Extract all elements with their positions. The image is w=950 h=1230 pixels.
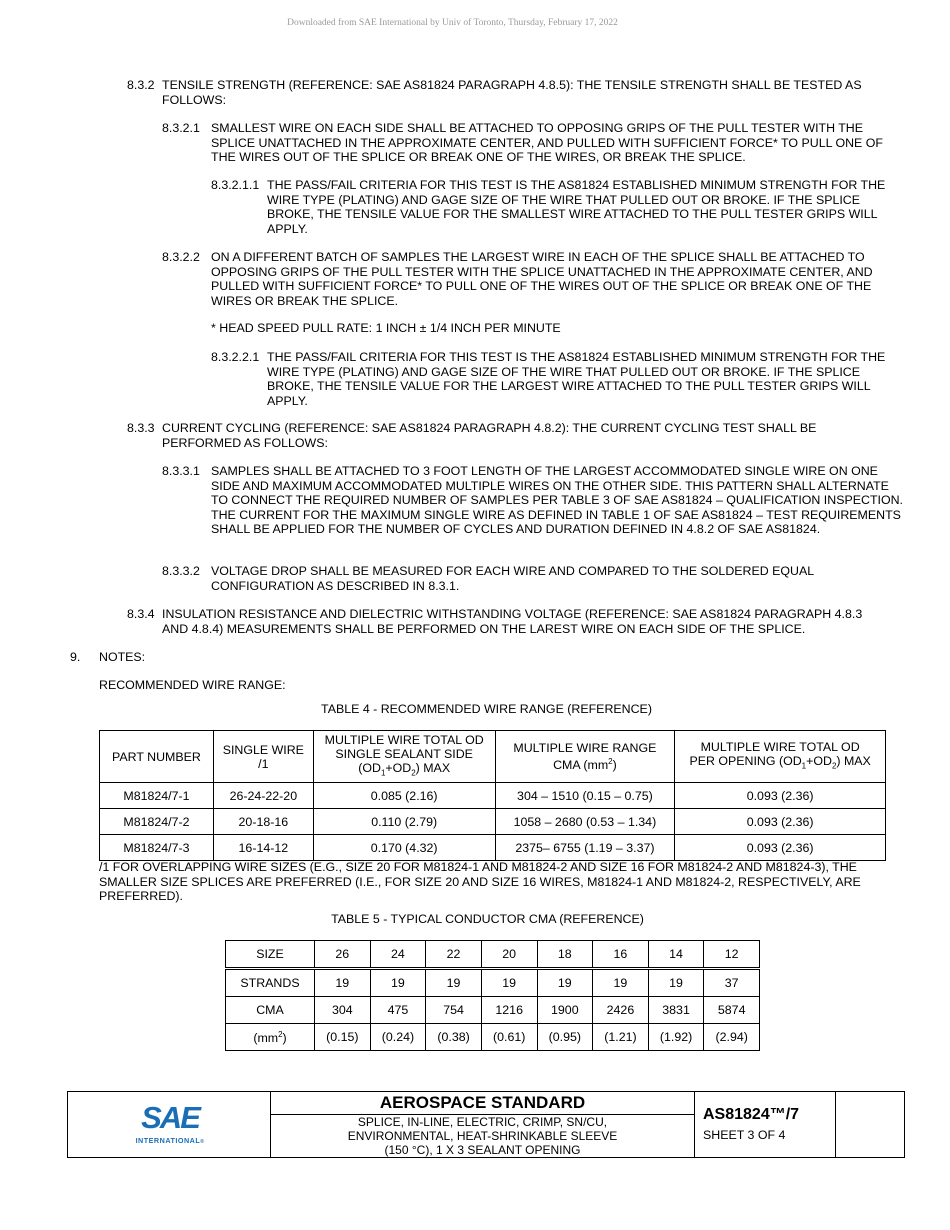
section-8-3-2-2 bbox=[162, 250, 884, 310]
sheet-number: SHEET 3 OF 4 bbox=[703, 1128, 786, 1142]
cell-mm: (0.38) bbox=[426, 1024, 482, 1051]
table4-footnote: /1 FOR OVERLAPPING WIRE SIZES (E.G., SIZE 20 FOR M81824-1 AND M81824-2 AND SIZE 16 FOR M81824-2 AND M81824-3), THE SMALLER SIZE SPLICES ARE PREFERRED (I.E., FOR SIZE 20 AND SIZE 16 WIRES, M81824-1 AND M81824-2, RESPECTIVELY, ARE PREFERRED). bbox=[99, 860, 861, 904]
cell-strands: 19 bbox=[537, 969, 593, 997]
section-text: THE PASS/FAIL CRITERIA FOR THIS TEST IS THE AS81824 ESTABLISHED MINIMUM STRENGTH FOR THE WIRE TYPE (PLATING) AND GAGE SIZE OF THE WIRE THAT PULLED OUT OR BROKE. IF THE SPLICE BROKE, THE TENSILE VALUE FOR THE LARGEST WIRE ATTACHED TO THE PULL TESTER GRIPS WILL APPLY. bbox=[267, 350, 886, 408]
section-text: NOTES: bbox=[99, 650, 146, 664]
section-text: ON A DIFFERENT BATCH OF SAMPLES THE LARGEST WIRE IN EACH OF THE SPLICE SHALL BE ATTACHED TO OPPOSING GRIPS OF THE PULL TESTER WITH THE SPLICE UNATTACHED IN THE APPROXIMATE CENTER, AND PULLED WITH SUFFICIENT FORCE* TO PULL ONE OF THE WIRES OUT OF THE SPLICE OR BREAK ONE OF THE WIRES OR BREAK THE SPLICE. bbox=[211, 250, 873, 308]
section-text: CURRENT CYCLING (REFERENCE: SAE AS81824 PARAGRAPH 4.8.2): THE CURRENT CYCLING TEST SHALL BE PERFORMED AS FOLLOWS: bbox=[162, 421, 817, 450]
section-number: 8.3.2 bbox=[127, 78, 155, 92]
table-row bbox=[100, 783, 886, 809]
row-label-mm: $(mm^2)$ bbox=[226, 1024, 315, 1051]
section-number: 8.3.3.2 bbox=[162, 564, 200, 578]
section-8-3-2-1-1 bbox=[211, 178, 895, 238]
cell-size: 24 bbox=[370, 941, 426, 969]
table4-recommended-wire-range bbox=[99, 730, 886, 861]
header-single-wire: SINGLE WIRE /1 bbox=[213, 731, 313, 783]
section-8-3-3-2 bbox=[162, 564, 830, 594]
section-number: 8.3.2.2.1 bbox=[211, 350, 260, 364]
footer-blank-cell bbox=[836, 1092, 906, 1157]
footer-logo-cell bbox=[68, 1092, 271, 1157]
section-text: VOLTAGE DROP SHALL BE MEASURED FOR EACH WIRE AND COMPARED TO THE SOLDERED EQUAL CONFIGURATION AS DESCRIBED IN 8.3.1. bbox=[211, 564, 814, 593]
table5-cma-row bbox=[226, 997, 760, 1024]
section-text: THE PASS/FAIL CRITERIA FOR THIS TEST IS THE AS81824 ESTABLISHED MINIMUM STRENGTH FOR THE WIRE TYPE (PLATING) AND GAGE SIZE OF THE WIRE THAT PULLED OUT OR BROKE. IF THE SPLICE BROKE, THE TENSILE VALUE FOR THE SMALLEST WIRE ATTACHED TO THE PULL TESTER GRIPS WILL APPLY. bbox=[267, 178, 886, 236]
cell-cma: 475 bbox=[370, 997, 426, 1024]
table5-strands-row bbox=[226, 969, 760, 997]
single-wire-footnote-ref: /1 bbox=[258, 756, 269, 771]
table-row bbox=[100, 835, 886, 861]
section-text: INSULATION RESISTANCE AND DIELECTRIC WITHSTANDING VOLTAGE (REFERENCE: SAE AS81824 PARAGRAPH 4.8.3 AND 4.8.4) MEASUREMENTS SHALL BE PERFORMED ON THE LAREST WIRE ON EACH SIDE OF THE SPLICE. bbox=[162, 607, 863, 636]
cell-mm: (1.21) bbox=[593, 1024, 649, 1051]
document-id: AS81824™/7 bbox=[703, 1106, 800, 1123]
row-label-size: SIZE bbox=[226, 941, 315, 969]
cell-size: 16 bbox=[593, 941, 649, 969]
row-label-strands: STRANDS bbox=[226, 969, 315, 997]
cell-size: 12 bbox=[704, 941, 760, 969]
cell-single-wire: 26-24-22-20 bbox=[213, 783, 313, 809]
cell-single-wire: 16-14-12 bbox=[213, 835, 313, 861]
cell-size: 26 bbox=[315, 941, 371, 969]
section-number: 8.3.2.1.1 bbox=[211, 178, 260, 192]
standard-description: SPLICE, IN-LINE, ELECTRIC, CRIMP, SN/CU, ENVIRONMENTAL, HEAT-SHRINKABLE SLEEVE (150 °C), 1 X 3 SEALANT OPENING bbox=[347, 1115, 618, 1157]
cell-cma: 3831 bbox=[648, 997, 704, 1024]
cell-strands: 19 bbox=[593, 969, 649, 997]
cell-single-wire: 20-18-16 bbox=[213, 809, 313, 835]
cell-strands: 19 bbox=[426, 969, 482, 997]
cell-strands: 19 bbox=[481, 969, 537, 997]
footer-docid-cell bbox=[695, 1092, 836, 1157]
section-number: 8.3.2.2 bbox=[162, 250, 200, 264]
cell-per-opening: 0.093 (2.36) bbox=[675, 835, 886, 861]
cell-cma: 1900 bbox=[537, 997, 593, 1024]
section-number: 8.3.2.1 bbox=[162, 121, 200, 135]
cell-strands: 19 bbox=[648, 969, 704, 997]
cell-cma: 2375– 6755 (1.19 – 3.37) bbox=[495, 835, 675, 861]
cell-size: 18 bbox=[537, 941, 593, 969]
cell-cma: 304 – 1510 (0.15 – 0.75) bbox=[495, 783, 675, 809]
cell-mm: (0.15) bbox=[315, 1024, 371, 1051]
section-number: 8.3.3.1 bbox=[162, 464, 200, 478]
cell-mm: (0.95) bbox=[537, 1024, 593, 1051]
wire-range-heading: RECOMMENDED WIRE RANGE: bbox=[99, 678, 286, 692]
head-speed-note: * HEAD SPEED PULL RATE: 1 INCH ± 1/4 INCH PER MINUTE bbox=[211, 321, 561, 335]
table4-header-row bbox=[100, 731, 886, 783]
cell-per-opening: 0.093 (2.36) bbox=[675, 809, 886, 835]
cell-cma: 1216 bbox=[481, 997, 537, 1024]
cell-od: 0.170 (4.32) bbox=[313, 835, 495, 861]
header-multi-od-per-opening: MULTIPLE WIRE TOTAL OD PER OPENING $(OD_1+OD_2)$ MAX bbox=[675, 731, 886, 783]
section-number: 9. bbox=[70, 650, 81, 664]
section-8-3-2 bbox=[127, 78, 885, 108]
cell-cma: 5874 bbox=[704, 997, 760, 1024]
section-text: SAMPLES SHALL BE ATTACHED TO 3 FOOT LENGTH OF THE LARGEST ACCOMMODATED SINGLE WIRE ON ONE SIDE AND MAXIMUM ACCOMMODATED MULTIPLE WIRES ON THE OTHER SIDE. THIS PATTERN SHALL ALTERNATE TO CONNECT THE REQUIRED NUMBER OF SAMPLES PER TABLE 3 OF SAE AS81824 – QUALIFICATION INSPECTION. THE CURRENT FOR THE MAXIMUM SINGLE WIRE AS DEFINED IN TABLE 1 OF SAE AS81824 – TEST REQUIREMENTS SHALL BE APPLIED FOR THE NUMBER OF CYCLES AND DURATION DEFINED IN 4.8.2 OF SAE AS81824. bbox=[211, 464, 903, 537]
cell-cma: 2426 bbox=[593, 997, 649, 1024]
header-multi-od-single-side: MULTIPLE WIRE TOTAL OD SINGLE SEALANT SIDE $(OD_1+OD_2)$ MAX bbox=[313, 731, 495, 783]
section-number: 8.3.4 bbox=[127, 607, 155, 621]
section-8-3-3-1 bbox=[162, 464, 906, 554]
table4-caption: TABLE 4 - RECOMMENDED WIRE RANGE (REFERENCE) bbox=[321, 702, 652, 716]
cell-per-opening: 0.093 (2.36) bbox=[675, 783, 886, 809]
standard-title: AEROSPACE STANDARD bbox=[271, 1092, 694, 1115]
cell-cma: 1058 – 2680 (0.53 – 1.34) bbox=[495, 809, 675, 835]
section-text: TENSILE STRENGTH (REFERENCE: SAE AS81824 PARAGRAPH 4.8.5): THE TENSILE STRENGTH SHALL BE TESTED AS FOLLOWS: bbox=[162, 78, 862, 107]
cell-od: 0.085 (2.16) bbox=[313, 783, 495, 809]
cell-cma: 304 bbox=[315, 997, 371, 1024]
row-label-cma: CMA bbox=[226, 997, 315, 1024]
section-number: 8.3.3 bbox=[127, 421, 155, 435]
header-part-number: PART NUMBER bbox=[100, 731, 214, 783]
cell-strands: 37 bbox=[704, 969, 760, 997]
section-8-3-3 bbox=[127, 421, 837, 451]
cell-size: 20 bbox=[481, 941, 537, 969]
section-8-3-2-1 bbox=[162, 121, 892, 166]
cell-strands: 19 bbox=[315, 969, 371, 997]
table5-caption: TABLE 5 - TYPICAL CONDUCTOR CMA (REFERENCE) bbox=[331, 912, 644, 926]
footer-title-cell bbox=[271, 1092, 695, 1157]
table5-size-row bbox=[226, 941, 760, 969]
cell-size: 14 bbox=[648, 941, 704, 969]
cell-mm: (0.61) bbox=[481, 1024, 537, 1051]
table5-typical-conductor-cma bbox=[225, 940, 760, 1051]
section-8-3-2-2-1 bbox=[211, 350, 895, 410]
cell-mm: (2.94) bbox=[704, 1024, 760, 1051]
cell-size: 22 bbox=[426, 941, 482, 969]
cell-strands: 19 bbox=[370, 969, 426, 997]
section-9 bbox=[70, 650, 270, 666]
download-watermark: Downloaded from SAE International by Univ of Toronto, Thursday, February 17, 2022 bbox=[287, 18, 618, 28]
cell-cma: 754 bbox=[426, 997, 482, 1024]
cell-mm: (1.92) bbox=[648, 1024, 704, 1051]
section-8-3-4 bbox=[127, 607, 887, 637]
cell-mm: (0.24) bbox=[370, 1024, 426, 1051]
table5-mm-row bbox=[226, 1024, 760, 1051]
cell-od: 0.110 (2.79) bbox=[313, 809, 495, 835]
section-text: SMALLEST WIRE ON EACH SIDE SHALL BE ATTACHED TO OPPOSING GRIPS OF THE PULL TESTER WITH THE SPLICE UNATTACHED IN THE APPROXIMATE CENTER, AND PULLED WITH SUFFICIENT FORCE* TO PULL ONE OF THE WIRES OUT OF THE SPLICE OR BREAK ONE OF THE WIRES, OR BREAK THE SPLICE. bbox=[211, 121, 883, 165]
cell-part-number: M81824/7-2 bbox=[100, 809, 214, 835]
header-multi-wire-range-cma: MULTIPLE WIRE RANGE CMA $(mm^2)$ bbox=[495, 731, 675, 783]
document-footer bbox=[67, 1091, 905, 1158]
sae-logo: SAE INTERNATIONAL® bbox=[135, 1100, 205, 1145]
table-row bbox=[100, 809, 886, 835]
cell-part-number: M81824/7-3 bbox=[100, 835, 214, 861]
cell-part-number: M81824/7-1 bbox=[100, 783, 214, 809]
